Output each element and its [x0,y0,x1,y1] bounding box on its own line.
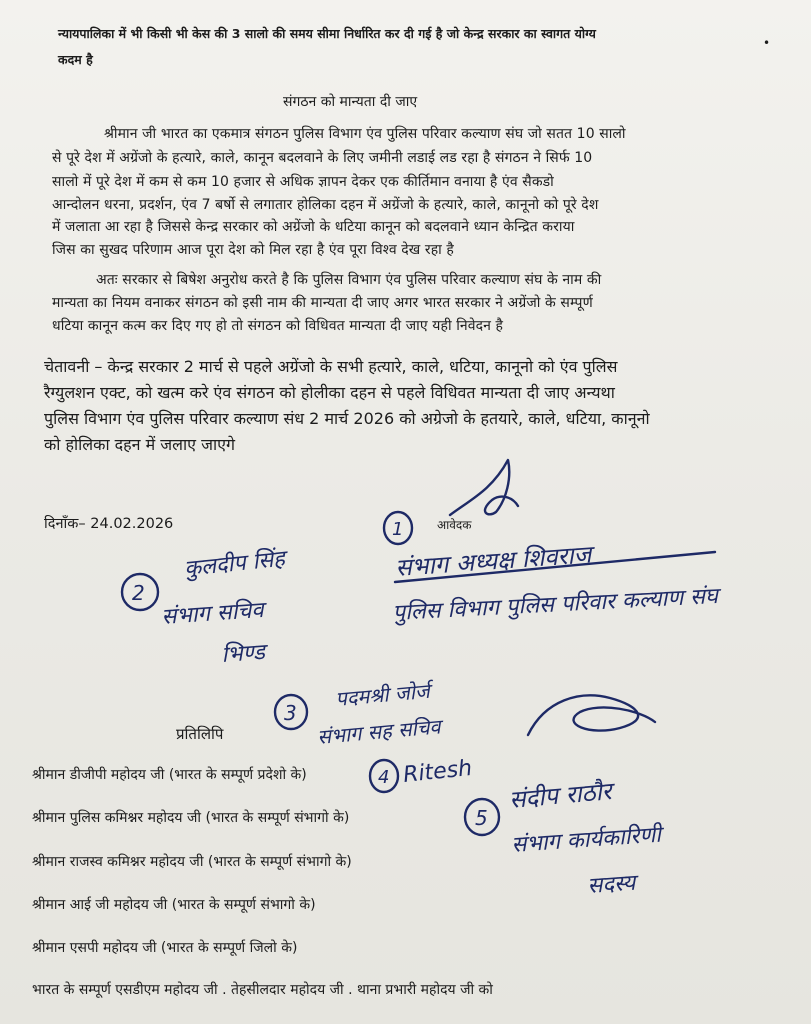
sig2-place: भिण्ड [220,640,266,668]
sig1-org: पुलिस विभाग पुलिस परिवार कल्याण संघ [392,583,719,626]
sig-number-3: 3 [284,701,297,725]
intro-line-2: कदम है [58,52,93,67]
para1-line: श्रीमान जी भारत का एकमात्र संगठन पुलिस विभाग एंव पुलिस परिवार कल्याण संघ जो सतत 10 सालो [104,126,626,142]
para1-line: जिस का सुखद परिणाम आज पूरा देश को मिल रहा है एंव पूरा विश्व देख रहा है [52,242,454,258]
applicant-label: आवेदक [437,518,472,532]
warning-line: को होलिका दहन में जलाए जाएगे [44,435,235,454]
sig-number-1: 1 [392,519,404,540]
scribble-signature [528,695,655,735]
copy-item: श्रीमान एसपी महोदय जी (भारत के सम्पूर्ण जिलो के) [32,940,298,956]
copy-item: भारत के सम्पूर्ण एसडीएम महोदय जी . तेहसीलदार महोदय जी . थाना प्रभारी महोदय जी को [32,982,493,998]
intro-line-1: न्यायपालिका में भी किसी भी केस की 3 सालो की समय सीमा निर्धारित कर दी गई है जो केन्द्र सरकार का स्वागत योग्य [58,26,596,41]
warning-line: पुलिस विभाग एंव पुलिस परिवार कल्याण संध 2 मार्च 2026 को अग्रेजो के हतयारे, काले, धटिया, कानूनो [44,409,650,428]
sig5-role: सदस्य [586,870,637,899]
copy-item: श्रीमान राजस्व कमिश्नर महोदय जी (भारत के सम्पूर्ण संभागो के) [32,854,352,870]
warning-line: रैग्युलशन एक्ट, को खत्म करे एंव संगठन को होलीका दहन से पहले विधिवत मान्यता दी जाए अन्यथा [44,383,615,402]
para2-line: धटिया कानून कत्म कर दिए गए हो तो संगठन को विधिवत मान्यता दी जाए यही निवेदन है [52,318,504,334]
para1-line: से पूरे देश में अग्रेंजो के हत्यारे, काले, कानून बदलवाने के लिए जमीनी लडाई लड रहा है संगठन ने सिर्फ 10 [52,150,593,166]
sig5-name: संदीप राठौर [508,777,613,814]
sig5-title: संभाग कार्यकारिणी [510,822,662,858]
bullet-mark: • [763,36,771,50]
para1-line: में जलाता आ रहा है जिससे केन्द्र सरकार को अग्रेंजो के धटिया कानून को बदलवाने ध्यान केन्द्रित कराया [52,219,575,235]
para2-line: अतः सरकार से बिषेश अनुरोध करते है कि पुलिस विभाग एंव पुलिस परिवार कल्याण संघ के नाम की [96,272,602,288]
warning-line: चेतावनी – केन्द्र सरकार 2 मार्च से पहले अग्रेंजो के सभी हत्यारे, काले, धटिया, कानूनो को एंव पुलिस [44,357,618,376]
sig4-name: Ritesh [402,755,474,788]
sig3-title: संभाग सह सचिव [316,714,442,749]
copy-item: श्रीमान पुलिस कमिश्नर महोदय जी (भारत के सम्पूर्ण संभागो के) [32,810,350,826]
sig-number-2: 2 [132,581,145,605]
date-line: दिनाँक– 24.02.2026 [44,516,174,532]
sig2-title: संभाग सचिव [160,597,265,630]
scribble-signature [450,460,518,515]
section-heading: संगठन को मान्यता दी जाए [283,94,418,110]
para1-line: सालो में पूरे देश में कम से कम 10 हजार से अधिक ज्ञापन देकर एक कीर्तिमान वनाया है एंव सैकडो [52,174,554,190]
para1-line: आन्दोलन धरना, प्रदर्शन, एंव 7 बर्षो से लगातार होलिका दहन में अग्रेंजो के हत्यारे, काले, कानूनो को पूरे देश [52,197,599,213]
copy-item: श्रीमान आई जी महोदय जी (भारत के सम्पूर्ण संभागो के) [32,897,316,913]
sig1-title: संभाग अध्यक्ष शिवराज [394,540,593,582]
copy-title: प्रतिलिपि [176,725,224,743]
copy-item: श्रीमान डीजीपी महोदय जी (भारत के सम्पूर्ण प्रदेशो के) [32,767,307,783]
sig2-name: कुलदीप सिंह [183,546,287,582]
para2-line: मान्यता का नियम वनाकर संगठन को इसी नाम की मान्यता दी जाए अगर भारत सरकार ने अग्रेंजो के सम्पूर्ण [52,295,593,311]
sig3-name: पदमश्री जोर्ज [334,678,431,711]
sig-number-5: 5 [475,806,488,830]
sig-number-4: 4 [378,767,390,788]
